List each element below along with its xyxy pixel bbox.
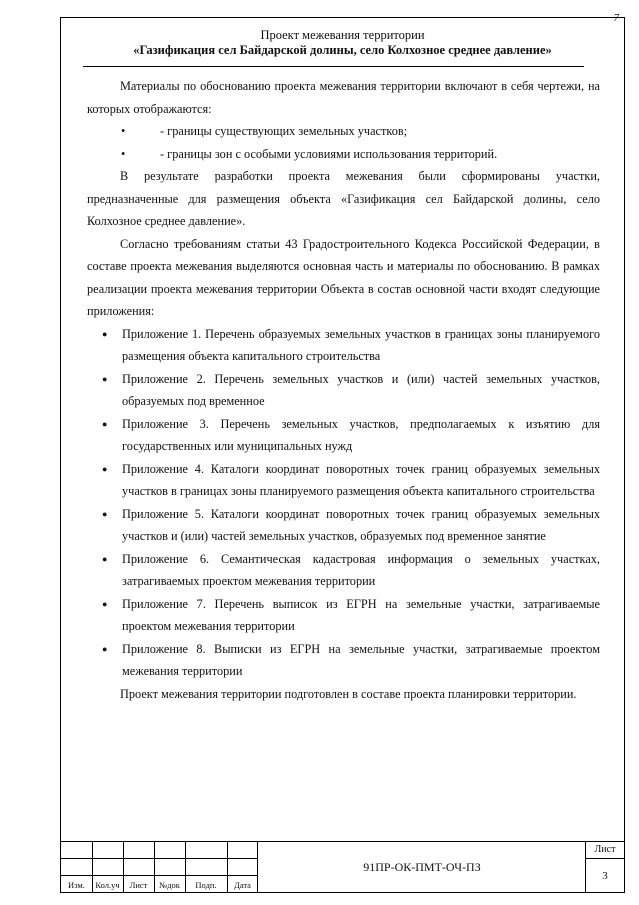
column-label-count: Кол.уч (95, 880, 120, 890)
result-paragraph: В результате разработки проекта межевания были сформированы участки, предназначенные для размещения объекта «Газификация сел Байдарской долины, село Колхозное среднее давление». (87, 169, 600, 228)
bullet-mark: • (121, 146, 126, 161)
title-block (61, 841, 624, 892)
header-project-title: «Газификация сел Байдарской долины, село Колхозное среднее давление» (133, 43, 552, 57)
bullet-mark: • (121, 124, 126, 138)
appendix-item-6: ● Приложение 6. Семантическая кадастровая информация о земельных участках, затрагиваемых проектом межевания территории (87, 548, 600, 593)
column-label-doc-number: №док (159, 880, 180, 890)
page-frame (60, 17, 625, 893)
intro-paragraph: Материалы по обоснованию проекта межевания территории включают в себя чертежи, на которых отображаются: (87, 79, 600, 116)
document-code: 91ПР-ОК-ПМТ-ОЧ-ПЗ (363, 859, 481, 874)
column-label-change: Изм. (68, 880, 85, 890)
drawing-contents-list (87, 120, 600, 165)
header-project-type: Проект межевания территории (260, 28, 425, 42)
sheet-label: Лист (586, 842, 624, 859)
revision-table (61, 842, 258, 892)
list-item-text: - границы существующих земельных участков; (160, 124, 408, 138)
sheet-number: 3 (602, 869, 608, 882)
appendix-item-4: ● Приложение 4. Каталоги координат поворотных точек границ образуемых земельных участков в границах зоны планируемого размещения объекта капитального строительства (87, 458, 600, 503)
sheet-cell (585, 842, 624, 892)
appendices-list (87, 323, 600, 683)
appendix-item-7: ● Приложение 7. Перечень выписок из ЕГРН на земельные участки, затрагиваемые проектом межевания территории (87, 593, 600, 638)
column-label-sheet: Лист (129, 880, 148, 890)
appendix-item-5: ● Приложение 5. Каталоги координат поворотных точек границ образуемых земельных участков и (или) частей земельных участков, образуемых под временное занятие (87, 503, 600, 548)
column-label-date: Дата (234, 880, 251, 890)
list-item (87, 120, 600, 143)
appendix-item-3: ● Приложение 3. Перечень земельных участков, предполагаемых к изъятию для государственных или муниципальных нужд (87, 413, 600, 458)
appendix-item-2: ● Приложение 2. Перечень земельных участков и (или) частей земельных участков, образуемых под временное (87, 368, 600, 413)
appendix-item-8: ● Приложение 8. Выписки из ЕГРН на земельные участки, затрагиваемые проектом межевания территории (87, 638, 600, 683)
page-number: 7 (613, 12, 619, 24)
header-divider (83, 66, 584, 67)
document-body (87, 75, 600, 705)
closing-paragraph: Проект межевания территории подготовлен в составе проекта планировки территории. (120, 686, 577, 701)
requirements-paragraph: Согласно требованиям статьи 43 Градостроительного Кодекса Российской Федерации, в составе проекта межевания выделяются основная часть и материалы по обоснованию. В рамках реализации проекта межевания территории Объекта в состав основной части входят следующие приложения: (87, 236, 600, 318)
document-header (61, 28, 624, 58)
column-label-signature: Подп. (195, 880, 217, 890)
list-item (87, 143, 600, 166)
list-item-text: - границы зон с особыми условиями использования территорий. (160, 146, 498, 161)
appendix-item-1: ● Приложение 1. Перечень образуемых земельных участков в границах зоны планируемого размещения объекта капитального строительства (87, 323, 600, 368)
